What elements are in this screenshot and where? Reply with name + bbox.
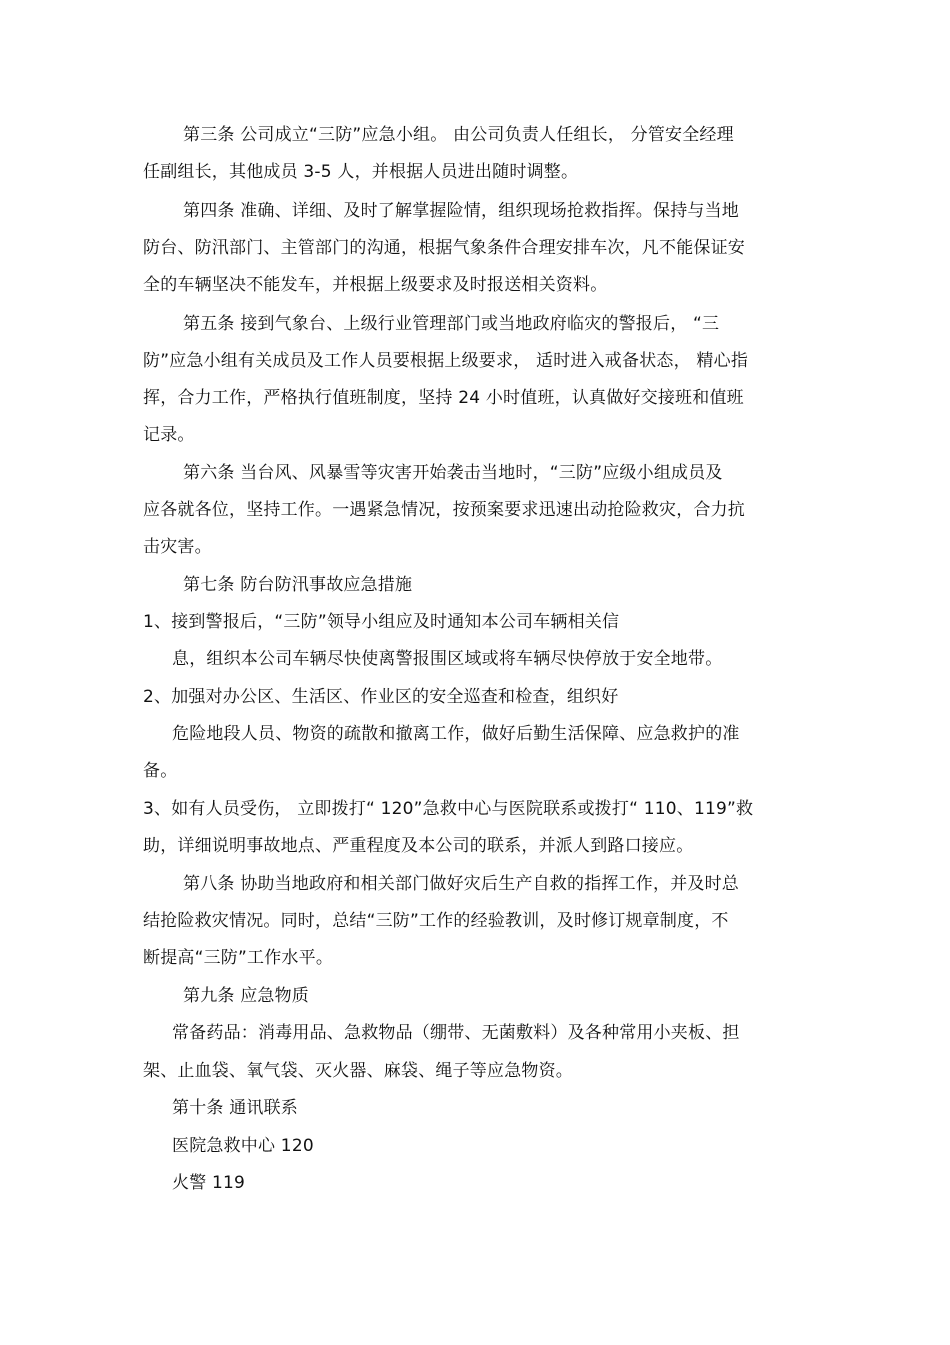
measure-3-line-1: 3、如有人员受伤， 立即拨打“ 120”急救中心与医院联系或拨打“ 110、119”救: [143, 799, 754, 819]
article-9-heading: 第九条 应急物质: [183, 986, 310, 1006]
contact-fire: 火警 119: [172, 1173, 246, 1193]
article-5-line-2: 防”应急小组有关成员及工作人员要根据上级要求， 适时进入戒备状态， 精心指: [143, 351, 749, 371]
article-8-line-2: 结抢险救灾情况。同时，总结“三防”工作的经验教训，及时修订规章制度，不: [143, 911, 729, 931]
article-5-line-4: 记录。: [143, 425, 195, 445]
measure-3-line-2: 助，详细说明事故地点、严重程度及本公司的联系，并派人到路口接应。: [143, 836, 694, 856]
article-8-line-1: 第八条 协助当地政府和相关部门做好灾后生产自救的指挥工作，并及时总: [183, 874, 740, 894]
article-10-heading: 第十条 通讯联系: [172, 1098, 299, 1118]
measure-1-line-2: 息，组织本公司车辆尽快使离警报围区域或将车辆尽快停放于安全地带。: [172, 649, 723, 669]
contact-hospital: 医院急救中心 120: [172, 1136, 314, 1156]
article-6-line-1: 第六条 当台风、风暴雪等灾害开始袭击当地时，“三防”应级小组成员及: [183, 463, 723, 483]
article-3-line-1: 第三条 公司成立“三防”应急小组。 由公司负责人任组长， 分管安全经理: [183, 125, 734, 145]
article-6-line-3: 击灾害。: [143, 537, 212, 557]
measure-2-line-3: 备。: [143, 761, 178, 781]
article-5-line-1: 第五条 接到气象台、上级行业管理部门或当地政府临灾的警报后， “三: [183, 314, 720, 334]
article-7-heading: 第七条 防台防汛事故应急措施: [183, 575, 413, 595]
article-4-line-3: 全的车辆坚决不能发车，并根据上级要求及时报送相关资料。: [143, 275, 608, 295]
article-3-line-2: 任副组长，其他成员 3-5 人，并根据人员进出随时调整。: [143, 162, 579, 182]
measure-2-line-1: 2、加强对办公区、生活区、作业区的安全巡查和检查，组织好: [143, 687, 619, 707]
article-4-line-1: 第四条 准确、详细、及时了解掌握险情，组织现场抢救指挥。保持与当地: [183, 201, 740, 221]
article-8-line-3: 断提高“三防”工作水平。: [143, 948, 334, 968]
article-4-line-2: 防台、防汛部门、主管部门的沟通，根据气象条件合理安排车次，凡不能保证安: [143, 238, 745, 258]
article-5-line-3: 挥，合力工作，严格执行值班制度，坚持 24 小时值班，认真做好交接班和值班: [143, 388, 744, 408]
article-6-line-2: 应各就各位，坚持工作。一遇紧急情况，按预案要求迅速出动抢险救灾，合力抗: [143, 500, 745, 520]
supplies-line-1: 常备药品：消毒用品、急救物品（绷带、无菌敷料）及各种常用小夹板、担: [172, 1023, 740, 1043]
measure-1-line-1: 1、接到警报后，“三防”领导小组应及时通知本公司车辆相关信: [143, 612, 620, 632]
supplies-line-2: 架、止血袋、氧气袋、灭火器、麻袋、绳子等应急物资。: [143, 1061, 573, 1081]
measure-2-line-2: 危险地段人员、物资的疏散和撤离工作，做好后勤生活保障、应急救护的准: [172, 724, 740, 744]
